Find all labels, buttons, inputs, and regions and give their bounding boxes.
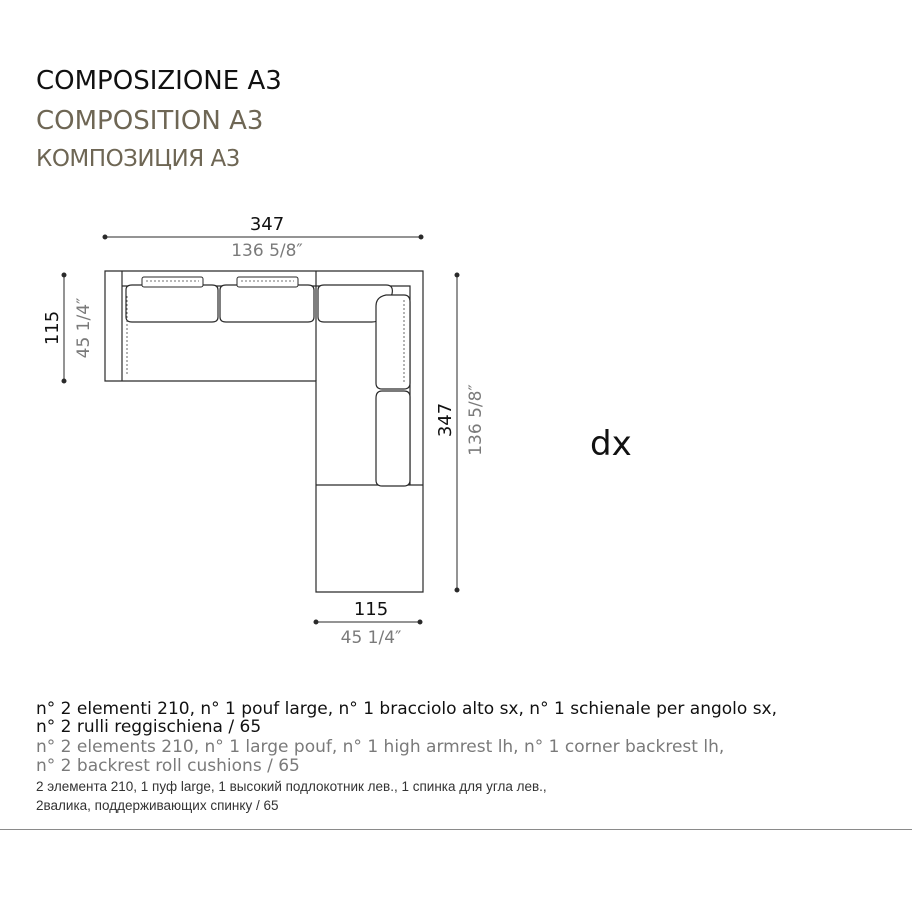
dim-dot	[62, 379, 66, 383]
side-cushion-2	[376, 391, 410, 486]
dim-left-in: 45 1/4″	[74, 297, 94, 359]
description-italian-line2: n° 2 rulli reggischiena / 65	[36, 717, 262, 737]
dim-dot	[103, 235, 107, 239]
dim-dot	[455, 588, 459, 592]
dim-top-cm: 347	[249, 214, 285, 235]
seat-cushion-2	[220, 285, 314, 322]
side-cushion-1	[376, 295, 410, 389]
backrest-roll-2	[237, 277, 298, 287]
dim-dot	[418, 620, 422, 624]
dim-right-cm: 347	[435, 402, 456, 438]
description-russian-line1: 2 элемента 210, 1 пуф large, 1 высокий подлокотник лев., 1 спинка для угла лев.,	[36, 779, 547, 794]
dim-right-in: 136 5/8″	[466, 384, 486, 456]
dim-dot	[419, 235, 423, 239]
description-english-line1: n° 2 elements 210, n° 1 large pouf, n° 1 high armrest lh, n° 1 corner backrest lh,	[36, 737, 725, 757]
dim-bottom-in: 45 1/4″	[340, 628, 402, 648]
orientation-tag: dx	[590, 424, 632, 464]
dim-bottom-cm: 115	[353, 599, 389, 620]
dim-left-cm: 115	[42, 310, 63, 346]
title-english: COMPOSITION A3	[36, 106, 264, 136]
dim-top-in: 136 5/8″	[231, 241, 303, 261]
dim-dot	[314, 620, 318, 624]
bottom-divider	[0, 829, 912, 830]
description-english-line2: n° 2 backrest roll cushions / 65	[36, 756, 300, 776]
description-russian-line2: 2валика, поддерживающих спинку / 65	[36, 798, 279, 813]
title-russian: КОМПОЗИЦИЯ A3	[36, 146, 240, 172]
backrest-roll-1	[142, 277, 203, 287]
dim-dot	[62, 273, 66, 277]
dim-dot	[455, 273, 459, 277]
description-italian-line1: n° 2 elementi 210, n° 1 pouf large, n° 1 bracciolo alto sx, n° 1 schienale per angolo sx,	[36, 699, 778, 719]
seat-cushion-1	[126, 285, 218, 322]
title-italian: COMPOSIZIONE A3	[36, 66, 282, 96]
